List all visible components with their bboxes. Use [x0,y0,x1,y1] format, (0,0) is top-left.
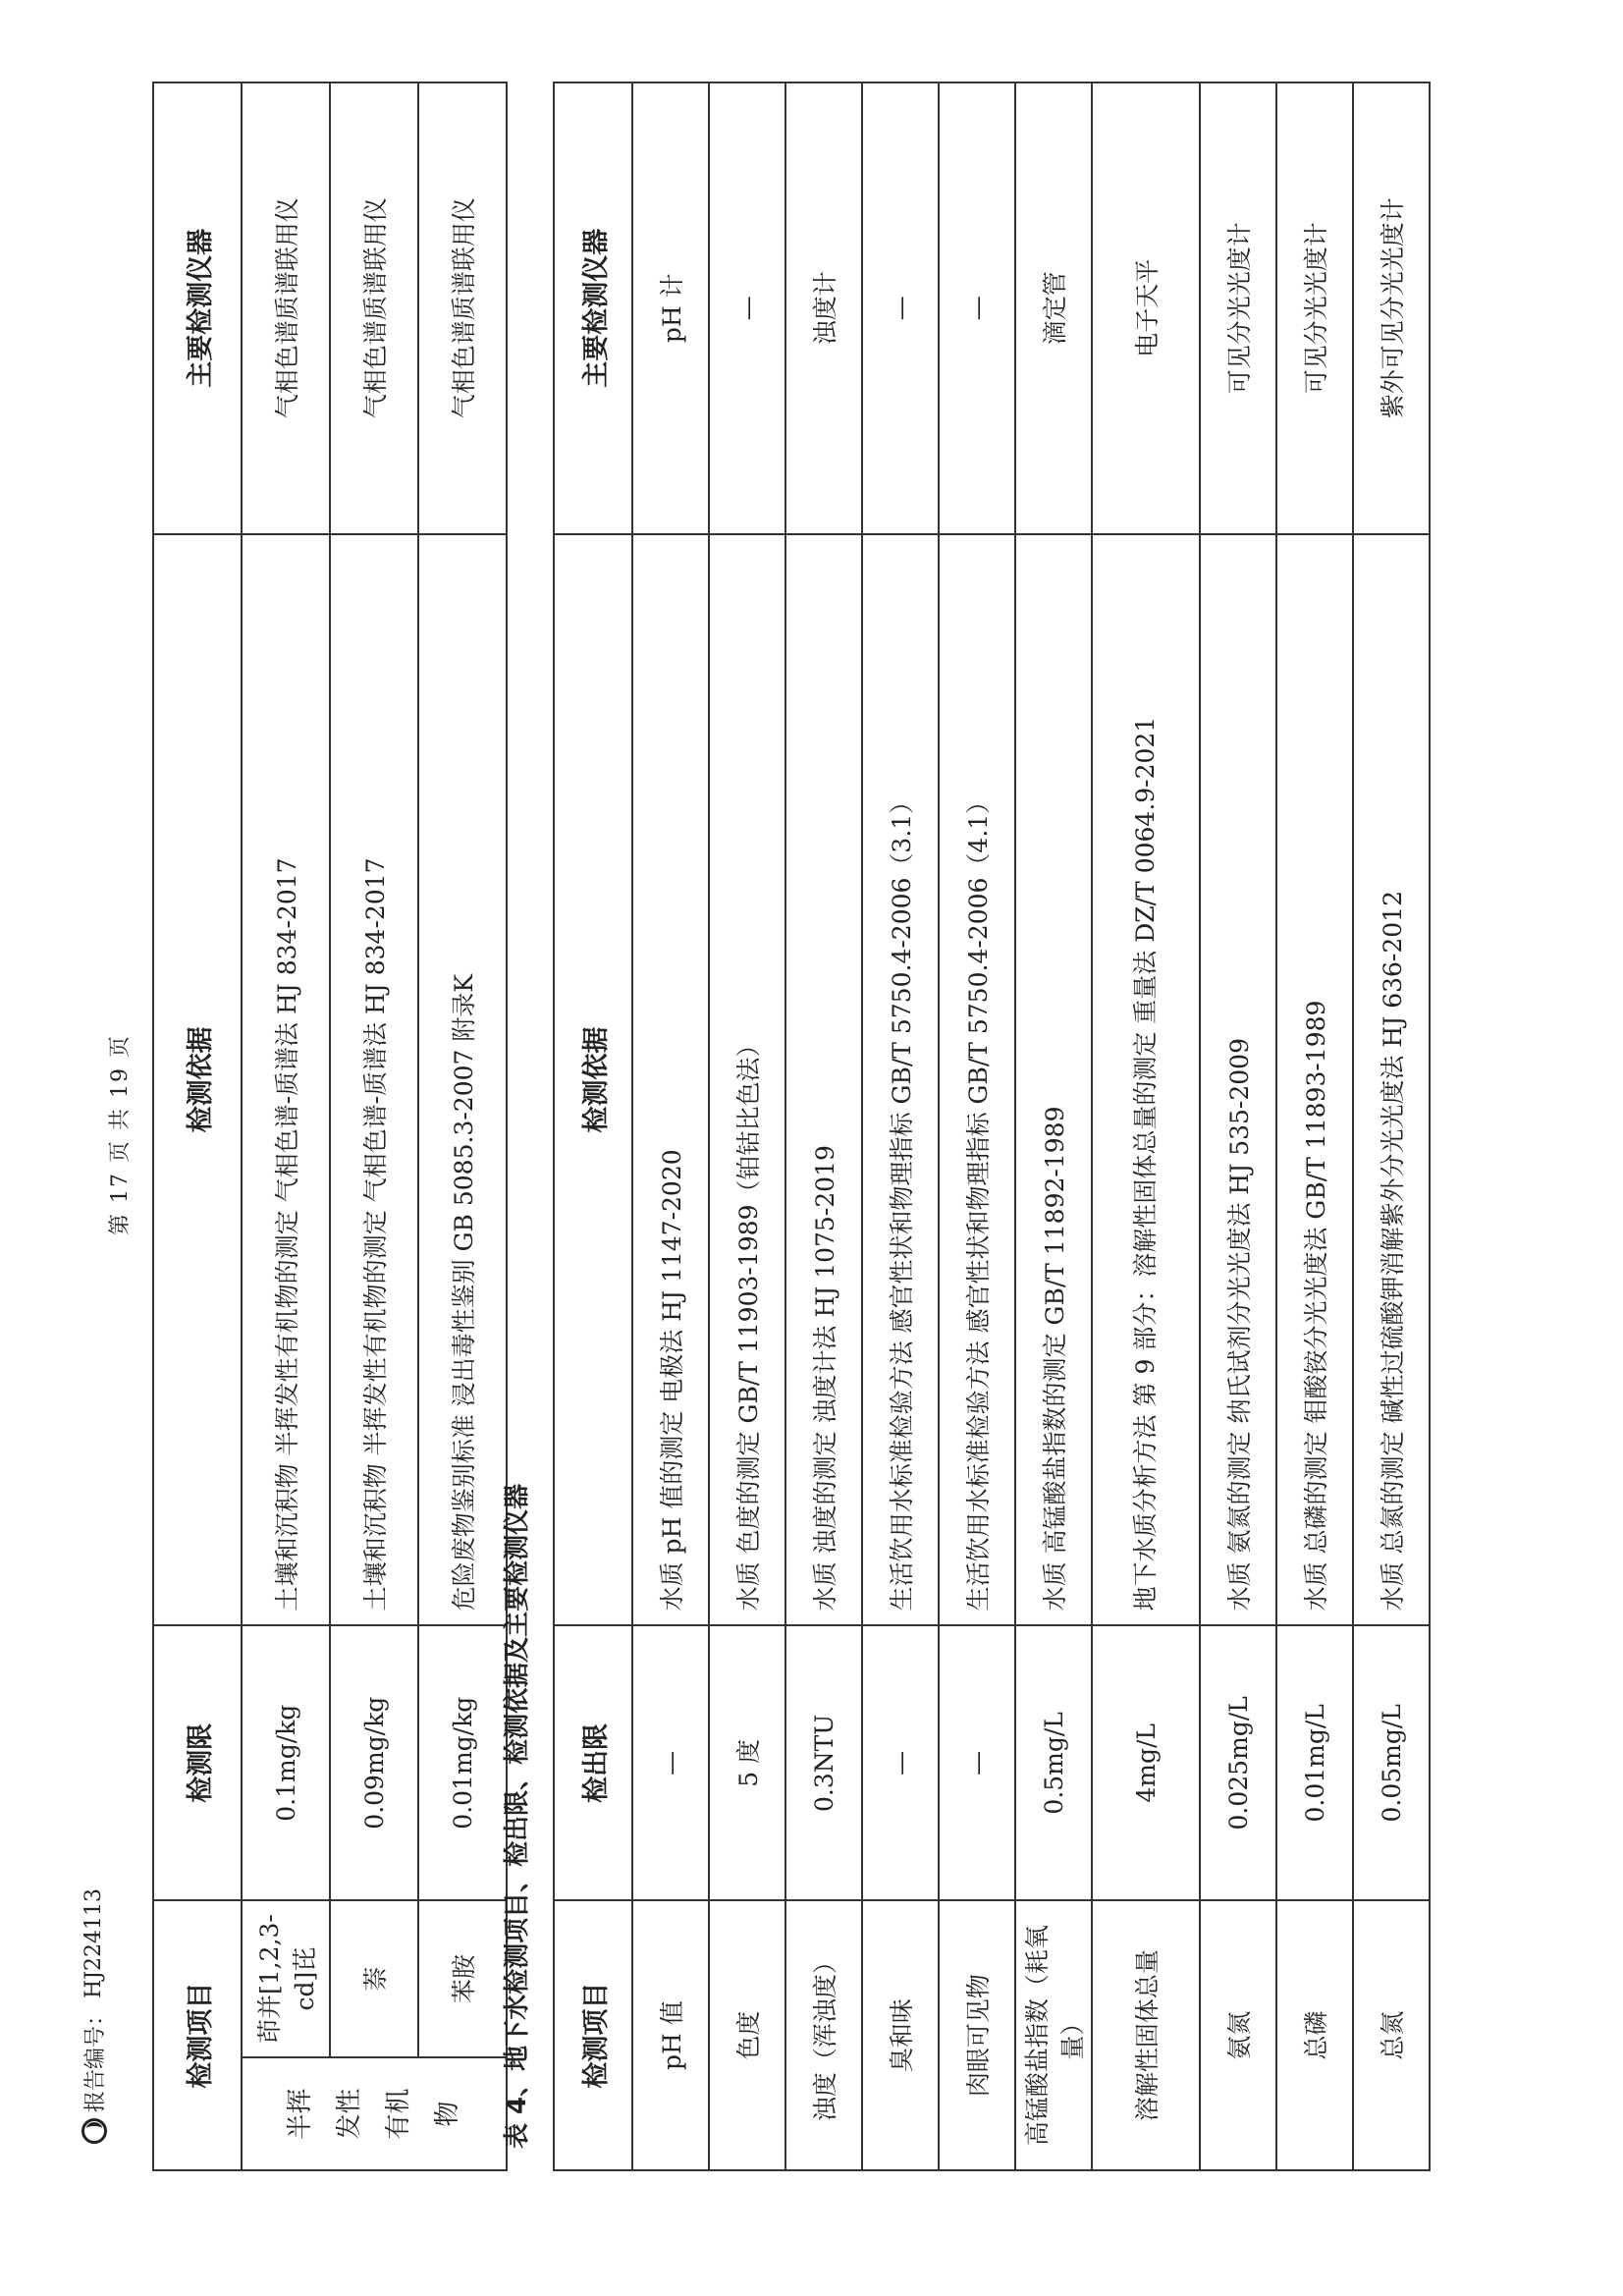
limit-cell: 5 度 [709,1625,785,1900]
instrument-cell: 可见分光光度计 [1276,82,1353,534]
limit-cell: 0.5mg/L [1015,1625,1092,1900]
item-cell: 总氮 [1353,1900,1430,2170]
basis-cell: 水质 色度的测定 GB/T 11903-1989（铂钴比色法） [709,534,785,1626]
page-number: 第 17 页 共 19 页 [108,1034,133,1235]
basis-cell: 水质 高锰酸盐指数的测定 GB/T 11892-1989 [1015,534,1092,1626]
instrument-cell: 浊度计 [785,82,862,534]
item-cell: 总磷 [1276,1900,1353,2170]
basis-cell: 生活饮用水标准检验方法 感官性状和物理指标 GB/T 5750.4-2006（3.1） [862,534,939,1626]
instrument-cell: 气相色谱质谱联用仪 [242,82,330,534]
table-header-row [153,82,242,2170]
header-instrument: 主要检测仪器 [153,82,242,534]
limit-cell: — [862,1625,939,1900]
limit-cell: 0.05mg/L [1353,1625,1430,1900]
header-limit: 检测限 [153,1625,242,1900]
limit-cell: 4mg/L [1092,1625,1200,1900]
table-row [1200,82,1276,2170]
table-row [709,82,785,2170]
group-label: 半挥发性有机物 [242,2057,507,2170]
basis-cell: 水质 氨氮的测定 纳氏试剂分光光度法 HJ 535-2009 [1200,534,1276,1626]
table-row [242,82,330,2170]
item-cell: 溶解性固体总量 [1092,1900,1200,2170]
basis-cell: 水质 总氮的测定 碱性过硫酸钾消解紫外分光光度法 HJ 636-2012 [1353,534,1430,1626]
instrument-cell: 可见分光光度计 [1200,82,1276,534]
header-basis: 检测依据 [153,534,242,1626]
limit-cell: — [939,1625,1015,1900]
header-item: 检测项目 [153,1900,242,2170]
limit-cell: 0.025mg/L [1200,1625,1276,1900]
instrument-cell: 电子天平 [1092,82,1200,534]
basis-cell: 水质 pH 值的测定 电极法 HJ 1147-2020 [632,534,709,1626]
report-no: HJ224113 [81,1887,106,1998]
basis-cell: 地下水质分析方法 第 9 部分：溶解性固体总量的测定 重量法 DZ/T 0064.9-2021 [1092,534,1200,1626]
item-cell: 茚并[1,2,3-cd]芘 [242,1900,330,2057]
basis-cell: 生活饮用水标准检验方法 感官性状和物理指标 GB/T 5750.4-2006（4.1） [939,534,1015,1626]
report-no-label: 报告编号： [83,2003,108,2112]
item-cell: 肉眼可见物 [939,1900,1015,2170]
item-cell: 苯胺 [418,1900,507,2057]
header-item: 检测项目 [554,1900,632,2170]
table-row [632,82,709,2170]
item-cell: 浊度（浑浊度） [785,1900,862,2170]
limit-cell: 0.01mg/L [1276,1625,1353,1900]
item-cell: 臭和味 [862,1900,939,2170]
item-cell: pH 值 [632,1900,709,2170]
item-cell: 萘 [330,1900,418,2057]
instrument-cell: pH 计 [632,82,709,534]
table-header-row [554,82,632,2170]
instrument-cell: 气相色谱质谱联用仪 [418,82,507,534]
header-instrument: 主要检测仪器 [554,82,632,534]
instrument-cell: — [939,82,1015,534]
limit-cell: 0.09mg/kg [330,1625,418,1900]
limit-cell: 0.1mg/kg [242,1625,330,1900]
basis-cell: 水质 浊度的测定 浊度计法 HJ 1075-2019 [785,534,862,1626]
basis-cell: 土壤和沉积物 半挥发性有机物的测定 气相色谱-质谱法 HJ 834-2017 [242,534,330,1626]
table-groundwater [553,82,1431,2171]
table-row [1276,82,1353,2170]
table-row [862,82,939,2170]
table-row [785,82,862,2170]
table-row [418,82,507,2170]
basis-cell: 水质 总磷的测定 钼酸铵分光光度法 GB/T 11893-1989 [1276,534,1353,1626]
instrument-cell: 滴定管 [1015,82,1092,534]
instrument-cell: 气相色谱质谱联用仪 [330,82,418,534]
instrument-cell: 紫外可见分光光度计 [1353,82,1430,534]
instrument-cell: — [862,82,939,534]
table4-title: 表 4、地下水检测项目、检出限、检测依据及主要检测仪器 [503,1483,532,2149]
company-logo-icon [81,2118,107,2144]
table-row [330,82,418,2170]
item-cell: 色度 [709,1900,785,2170]
limit-cell: — [632,1625,709,1900]
report-header [79,1888,109,2144]
basis-cell: 土壤和沉积物 半挥发性有机物的测定 气相色谱-质谱法 HJ 834-2017 [330,534,418,1626]
table-row [1353,82,1430,2170]
table-semivolatile [152,82,508,2171]
header-limit: 检出限 [554,1625,632,1900]
item-cell: 氨氮 [1200,1900,1276,2170]
limit-cell: 0.3NTU [785,1625,862,1900]
header-basis: 检测依据 [554,534,632,1626]
limit-cell: 0.01mg/kg [418,1625,507,1900]
basis-cell: 危险废物鉴别标准 浸出毒性鉴别 GB 5085.3-2007 附录K [418,534,507,1626]
table-row [1015,82,1092,2170]
item-cell: 高锰酸盐指数（耗氧量） [1015,1900,1092,2170]
table-row [939,82,1015,2170]
table-row [1092,82,1200,2170]
instrument-cell: — [709,82,785,534]
